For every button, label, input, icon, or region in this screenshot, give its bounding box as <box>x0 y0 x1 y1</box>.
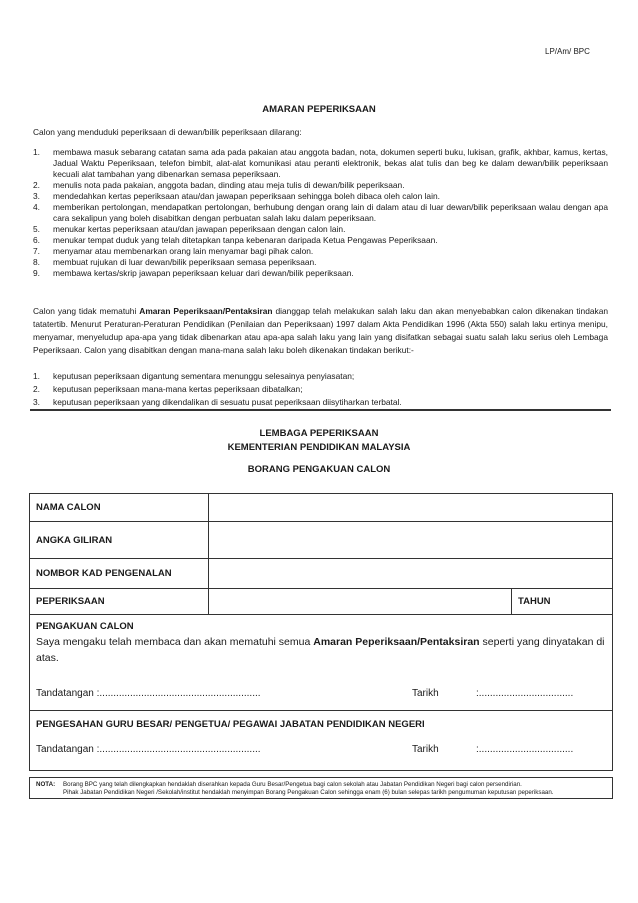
rule-text: menukar tempat duduk yang telah ditetapkan tanpa kebenaran daripada Ketua Pengawas Peperiksaan. <box>53 235 438 245</box>
pengakuan-title: PENGAKUAN CALON <box>36 621 134 632</box>
angka-giliran-label: ANGKA GILIRAN <box>30 522 209 559</box>
org-name: LEMBAGA PEPERIKSAAN <box>259 428 379 439</box>
peperiksaan-label: PEPERIKSAAN <box>30 589 209 615</box>
consequences-list <box>33 370 608 409</box>
rule-text: mendedahkan kertas peperiksaan atau/dan jawapan peperiksaan sehingga boleh dibaca oleh calon lain. <box>53 191 440 201</box>
form-title: BORANG PENGAKUAN CALON <box>247 464 391 475</box>
candidate-signature-row <box>36 688 606 702</box>
consequence-text: keputusan peperiksaan digantung sementara menunggu selesainya penyiasatan; <box>53 371 355 381</box>
rule-text: membuat rujukan di luar dewan/bilik peperiksaan semasa peperiksaan. <box>53 257 317 267</box>
consequence-number: 2. <box>33 384 40 394</box>
rule-item <box>33 191 608 202</box>
consequence-number: 1. <box>33 371 40 381</box>
document-reference-code: LP/Am/ BPC <box>545 47 590 56</box>
consequence-text: keputusan peperiksaan mana-mana kertas peperiksaan dibatalkan; <box>53 384 303 394</box>
rule-item <box>33 202 608 224</box>
misconduct-text-bold: Amaran Peperiksaan/Pentaksiran <box>139 306 273 316</box>
rule-text: menulis nota pada pakaian, anggota badan, dinding atau meja tulis di dewan/bilik peperiksaan. <box>53 180 405 190</box>
rule-text: memberikan pertolongan, mendapatkan pertolongan, berhubung dengan orang lain di dalam atau di luar dewan/bilik peperiksaan walau dengan apa cara sekalipun yang boleh disabitkan dengan perbuatan salah laku dalam peperiksaan. <box>53 202 608 223</box>
ministry-name: KEMENTERIAN PENDIDIKAN MALAYSIA <box>227 442 411 453</box>
rule-text: menukar kertas peperiksaan atau/dan jawapan peperiksaan dengan calon lain. <box>53 224 346 234</box>
rule-number: 4. <box>33 202 40 212</box>
nota-text-2: Pihak Jabatan Pendidikan Negeri /Sekolah/institut hendaklah menyimpan Borang Pengakuan Calon sehingga enam (6) bulan selepas tarikh pengumuman keputusan peperiksaan. <box>63 789 554 796</box>
consequence-text: keputusan peperiksaan yang dikendalikan di sesuatu pusat peperiksaan diisytiharkan terbatal. <box>53 397 402 407</box>
candidate-date-label: Tarikh <box>412 688 439 699</box>
prohibited-rules-list <box>33 147 608 279</box>
pengakuan-text-start: Saya mengaku telah membaca dan akan mematuhi semua <box>36 636 314 648</box>
consequence-item <box>33 383 608 396</box>
pengesahan-title: PENGESAHAN GURU BESAR/ PENGETUA/ PEGAWAI JABATAN PENDIDIKAN NEGERI <box>36 719 425 730</box>
nama-calon-label: NAMA CALON <box>30 494 209 522</box>
officer-signature-row <box>36 744 606 758</box>
rule-item <box>33 257 608 268</box>
rule-number: 7. <box>33 246 40 256</box>
rule-item <box>33 147 608 180</box>
rule-item <box>33 180 608 191</box>
peperiksaan-field[interactable] <box>209 589 512 615</box>
rule-number: 6. <box>33 235 40 245</box>
warning-intro: Calon yang menduduki peperiksaan di dewan/bilik peperiksaan dilarang: <box>33 127 302 137</box>
officer-date-label: Tarikh <box>412 744 439 755</box>
rule-number: 9. <box>33 268 40 278</box>
rule-item <box>33 268 608 279</box>
kad-pengenalan-label: NOMBOR KAD PENGENALAN <box>30 559 209 589</box>
tahun-label[interactable]: TAHUN <box>512 589 613 615</box>
nama-calon-field[interactable] <box>209 494 613 522</box>
nota-text-1: Borang BPC yang telah dilengkapkan hendaklah diserahkan kepada Guru Besar/Pengetua bagi calon sekolah atau Jabatan Pendidikan Negeri bagi calon persendirian. <box>63 781 522 788</box>
misconduct-text-rest: dianggap telah melakukan salah laku dan akan menyebabkan calon dikenakan tindakan tatatertib. Menurut Peraturan-Peraturan Pendidikan (Penilaian dan Peperiksaan) 1997 dalam Akta Pendidikan 1996 (Akta 550) salah laku ertinya menipu, menyamar, menyeludup apa-apa yang tidak dibenarkan atau apa-apa salah laku yang lain yang disifatkan sebagai suatu salah laku serius oleh Lembaga Peperiksaan. Calon yang disabitkan dengan mana-mana salah laku boleh dikenakan tindakan berikut:- <box>33 306 609 355</box>
pengakuan-text-end: seperti yang dinyatakan di atas. <box>36 636 605 664</box>
officer-signature-line[interactable]: Tandatangan :.......................................................... <box>36 744 261 755</box>
section-divider <box>30 409 611 411</box>
rule-item <box>33 235 608 246</box>
angka-giliran-field[interactable] <box>209 522 613 559</box>
consequence-number: 3. <box>33 397 40 407</box>
pengakuan-text-bold: Amaran Peperiksaan/Pentaksiran <box>313 636 480 648</box>
candidate-signature-line[interactable]: Tandatangan :.......................................................... <box>36 688 261 699</box>
nota-line-1 <box>36 781 606 789</box>
misconduct-text-start: Calon yang tidak mematuhi <box>33 306 140 316</box>
rule-number: 5. <box>33 224 40 234</box>
warning-title: AMARAN PEPERIKSAAN <box>262 104 376 115</box>
kad-pengenalan-field[interactable] <box>209 559 613 589</box>
pengakuan-section <box>30 615 613 711</box>
consequence-item <box>33 396 608 409</box>
rule-number: 8. <box>33 257 40 267</box>
rule-text: menyamar atau membenarkan orang lain menyamar bagi pihak calon. <box>53 246 314 256</box>
rule-text: membawa masuk sebarang catatan sama ada pada pakaian atau anggota badan, nota, dokumen seperti buku, lukisan, grafik, akhbar, kamus, kertas, Jadual Waktu Peperiksaan, telefon bimbit, alat-alat komunikasi atau peranti elektronik, bekas alat tulis dan beg ke dalam dewan/bilik peperiksaan kecuali alat tambahan yang dibenarkan semasa peperiksaan. <box>53 147 608 179</box>
nota-box <box>29 777 613 799</box>
pengakuan-text <box>36 634 606 666</box>
misconduct-paragraph <box>33 305 608 357</box>
consequence-item <box>33 370 608 383</box>
candidate-form <box>29 493 613 771</box>
rule-item <box>33 246 608 257</box>
rule-item <box>33 224 608 235</box>
nota-label: NOTA: <box>36 781 56 788</box>
rule-number: 3. <box>33 191 40 201</box>
pengesahan-section <box>30 711 613 771</box>
candidate-date-line[interactable]: :.................................. <box>476 688 574 699</box>
rule-text: membawa kertas/skrip jawapan peperiksaan keluar dari dewan/bilik peperiksaan. <box>53 268 354 278</box>
rule-number: 2. <box>33 180 40 190</box>
rule-number: 1. <box>33 147 40 157</box>
officer-date-line[interactable]: :.................................. <box>476 744 574 755</box>
